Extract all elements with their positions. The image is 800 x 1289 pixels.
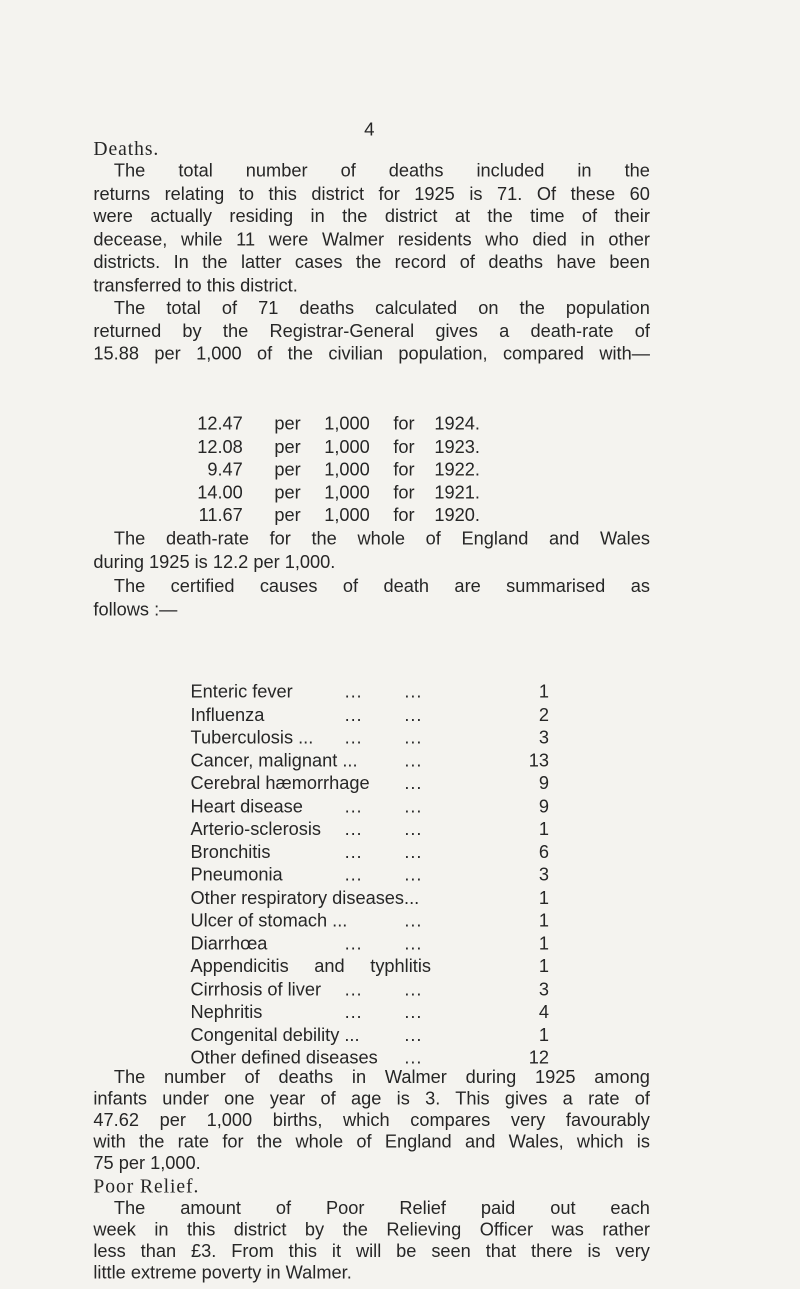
rate-row bbox=[177, 482, 480, 505]
cause-name: Ulcer of stomach ... bbox=[190, 910, 348, 931]
cause-row bbox=[190, 704, 549, 727]
cause-count: 9 bbox=[538, 796, 550, 817]
cause-row bbox=[190, 749, 549, 772]
rate-for: for bbox=[393, 413, 415, 435]
deaths-paragraph-2 bbox=[93, 297, 650, 366]
leader-dots: ... bbox=[404, 979, 423, 1000]
rate-year: 1923. bbox=[434, 436, 480, 458]
deaths-paragraph-1 bbox=[93, 160, 650, 297]
cause-name: Other defined diseases bbox=[190, 1047, 378, 1069]
text-line: The number of deaths in Walmer during 1925 among bbox=[113, 1067, 650, 1088]
text-line: decease, while 11 were Walmer residents who died in other bbox=[93, 229, 650, 250]
text-line: infants under one year of age is 3. This gives a rate of bbox=[93, 1088, 650, 1110]
rate-for: for bbox=[393, 482, 415, 504]
rate-base: 1,000 bbox=[324, 505, 370, 527]
leader-dots: ... bbox=[404, 933, 423, 954]
rate-per: per bbox=[274, 482, 301, 504]
cause-name: Cerebral hæmorrhage bbox=[190, 773, 370, 794]
cause-row bbox=[190, 864, 549, 887]
cause-name: Nephritis bbox=[190, 1001, 263, 1023]
leader-dots: ... bbox=[404, 727, 423, 748]
leader-dots: ... bbox=[344, 704, 363, 726]
poor-relief-heading: Poor Relief. bbox=[93, 1174, 200, 1198]
cause-count: 12 bbox=[528, 1047, 550, 1069]
cause-count: 1 bbox=[538, 887, 550, 909]
rate-row bbox=[177, 413, 480, 436]
text-line: 15.88 per 1,000 of the civilian population, compared with— bbox=[93, 343, 650, 365]
text-line: returned by the Registrar-General gives a death-rate of bbox=[93, 320, 650, 342]
leader-dots: ... bbox=[404, 681, 423, 703]
cause-row bbox=[190, 910, 549, 933]
text-line: transferred to this district. bbox=[93, 275, 298, 296]
causes-of-death-table bbox=[190, 681, 549, 1070]
rate-year: 1922. bbox=[434, 459, 480, 481]
text-line: were actually residing in the district at the time of their bbox=[93, 206, 650, 227]
cause-row bbox=[190, 955, 549, 978]
rate-base: 1,000 bbox=[324, 482, 370, 504]
text-line: 75 per 1,000. bbox=[93, 1153, 201, 1174]
leader-dots: ... bbox=[344, 841, 363, 863]
cause-name: Influenza bbox=[190, 704, 265, 726]
rate-per: per bbox=[274, 459, 301, 481]
rate-per: per bbox=[274, 413, 301, 435]
cause-count: 3 bbox=[538, 727, 550, 748]
leader-dots: ... bbox=[344, 979, 363, 1000]
rate-value: 11.67 bbox=[198, 505, 243, 527]
cause-name: Congenital debility ... bbox=[190, 1024, 360, 1046]
rate-value: 14.00 bbox=[197, 482, 243, 504]
cause-count: 1 bbox=[538, 910, 550, 931]
text-line: The death-rate for the whole of England and Wales bbox=[113, 528, 650, 550]
cause-count: 1 bbox=[538, 1024, 550, 1046]
cause-count: 1 bbox=[538, 681, 550, 703]
leader-dots: ... bbox=[404, 1047, 423, 1069]
cause-row bbox=[190, 1001, 549, 1024]
deaths-heading: Deaths. bbox=[93, 137, 160, 160]
cause-count: 1 bbox=[538, 933, 550, 954]
death-rate-comparison-list bbox=[177, 413, 480, 528]
cause-row bbox=[190, 1024, 549, 1047]
cause-name: Cancer, malignant ... bbox=[190, 750, 358, 771]
leader-dots: ... bbox=[344, 864, 363, 886]
cause-count: 2 bbox=[538, 704, 550, 726]
rate-year: 1924. bbox=[434, 413, 480, 435]
cause-count: 4 bbox=[538, 1001, 550, 1023]
leader-dots: ... bbox=[344, 933, 363, 954]
rate-row bbox=[177, 436, 480, 459]
cause-row bbox=[190, 841, 549, 864]
cause-count: 9 bbox=[538, 773, 550, 794]
leader-dots: ... bbox=[344, 727, 363, 748]
leader-dots: ... bbox=[404, 818, 423, 840]
text-line: The amount of Poor Relief paid out each bbox=[113, 1198, 650, 1219]
leader-dots: ... bbox=[404, 1024, 423, 1046]
leader-dots: ... bbox=[404, 796, 423, 817]
cause-name: Appendicitis and typhlitis bbox=[190, 956, 431, 977]
leader-dots: ... bbox=[404, 704, 423, 726]
cause-row bbox=[190, 932, 549, 955]
cause-name: Arterio-sclerosis bbox=[190, 818, 322, 840]
cause-name: Bronchitis bbox=[190, 841, 271, 863]
rate-value: 9.47 bbox=[207, 459, 243, 481]
rate-for: for bbox=[393, 459, 415, 481]
text-line: The total of 71 deaths calculated on the population bbox=[113, 297, 650, 319]
rate-year: 1920. bbox=[434, 505, 480, 527]
cause-row bbox=[190, 887, 549, 910]
deaths-paragraph-3 bbox=[93, 528, 650, 574]
cause-row bbox=[190, 681, 549, 704]
rate-for: for bbox=[393, 436, 415, 458]
cause-name: Diarrhœa bbox=[190, 933, 268, 954]
text-line: week in this district by the Relieving Officer was rather bbox=[93, 1219, 650, 1241]
cause-count: 3 bbox=[538, 979, 550, 1000]
rate-per: per bbox=[274, 436, 301, 458]
leader-dots: ... bbox=[404, 910, 423, 931]
poor-relief-paragraph bbox=[93, 1197, 650, 1283]
deaths-paragraph-4 bbox=[93, 575, 650, 621]
text-line: less than £3. From this it will be seen that there is very bbox=[93, 1241, 650, 1262]
infant-mortality-paragraph bbox=[93, 1066, 650, 1173]
leader-dots: ... bbox=[404, 841, 423, 863]
leader-dots: ... bbox=[404, 1001, 423, 1023]
text-line: 47.62 per 1,000 births, which compares very favourably bbox=[93, 1110, 650, 1131]
leader-dots: ... bbox=[404, 750, 423, 771]
rate-row bbox=[177, 505, 480, 528]
cause-count: 3 bbox=[538, 864, 550, 886]
text-line: little extreme poverty in Walmer. bbox=[93, 1262, 352, 1284]
cause-row bbox=[190, 978, 549, 1001]
rate-base: 1,000 bbox=[324, 459, 370, 481]
leader-dots: ... bbox=[344, 818, 363, 840]
cause-count: 13 bbox=[528, 750, 550, 771]
leader-dots: ... bbox=[344, 681, 363, 703]
rate-for: for bbox=[393, 505, 415, 527]
rate-year: 1921. bbox=[434, 482, 480, 504]
cause-name: Cirrhosis of liver bbox=[190, 979, 322, 1000]
cause-count: 1 bbox=[538, 818, 550, 840]
text-line: districts. In the latter cases the record of deaths have been bbox=[93, 252, 650, 273]
cause-row bbox=[190, 772, 549, 795]
rate-value: 12.47 bbox=[197, 413, 243, 435]
page-number: 4 bbox=[364, 119, 375, 141]
text-line: with the rate for the whole of England and Wales, which is bbox=[93, 1131, 650, 1153]
rate-base: 1,000 bbox=[324, 413, 370, 435]
cause-row bbox=[190, 726, 549, 749]
rate-value: 12.08 bbox=[197, 436, 243, 458]
rate-base: 1,000 bbox=[324, 436, 370, 458]
leader-dots: ... bbox=[344, 796, 363, 817]
rate-per: per bbox=[274, 505, 301, 527]
cause-name: Pneumonia bbox=[190, 864, 283, 886]
cause-count: 6 bbox=[538, 841, 550, 863]
cause-name: Tuberculosis ... bbox=[190, 727, 314, 748]
cause-name: Heart disease bbox=[190, 796, 303, 817]
text-line: The total number of deaths included in the bbox=[113, 160, 650, 182]
text-line: follows :— bbox=[93, 599, 178, 620]
rate-row bbox=[177, 459, 480, 482]
cause-name: Enteric fever bbox=[190, 681, 293, 703]
cause-name: Other respiratory diseases... bbox=[190, 887, 420, 909]
leader-dots: ... bbox=[344, 1001, 363, 1023]
leader-dots: ... bbox=[404, 773, 423, 794]
cause-count: 1 bbox=[538, 956, 550, 977]
text-line: returns relating to this district for 1925 is 71. Of these 60 bbox=[93, 183, 650, 205]
cause-row bbox=[190, 795, 549, 818]
leader-dots: ... bbox=[404, 864, 423, 886]
text-line: The certified causes of death are summarised as bbox=[113, 576, 650, 597]
text-line: during 1925 is 12.2 per 1,000. bbox=[93, 551, 336, 572]
cause-row bbox=[190, 818, 549, 841]
